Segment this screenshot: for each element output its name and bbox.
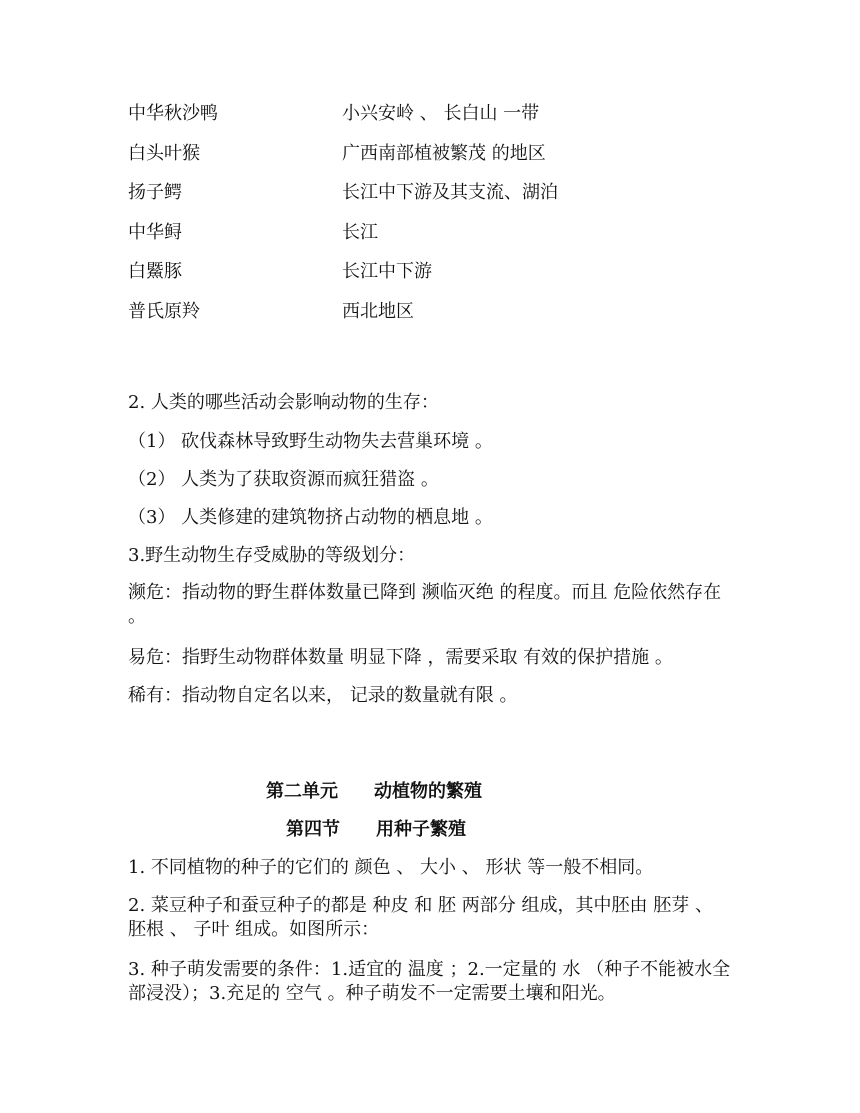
- seed-point: 1. 不同植物的种子的它们的 颜色 、 大小 、 形状 等一般不相同。: [128, 857, 654, 878]
- animal-region: 长江中下游及其支流、湖泊: [342, 182, 558, 203]
- animal-name: 扬子鳄: [128, 182, 182, 203]
- list-item: （3） 人类修建的建筑物挤占动物的栖息地 。: [128, 507, 493, 528]
- animal-name: 白鱀豚: [128, 261, 182, 282]
- animal-region: 小兴安岭 、 长白山 一带: [342, 103, 540, 124]
- list-item: （2） 人类为了获取资源而疯狂猎盗 。: [128, 469, 439, 490]
- seed-point: 3. 种子萌发需要的条件：1.适宜的 温度 ；2.一定量的 水 （种子不能被水全部浸没）；3.充足的 空气 。种子萌发不一定需要土壤和阳光。: [128, 959, 731, 1004]
- list-item: （1） 砍伐森林导致野生动物失去营巢环境 。: [128, 431, 493, 452]
- animal-region: 广西南部植被繁茂 的地区: [342, 143, 546, 164]
- animal-region: 长江: [342, 222, 378, 243]
- animal-name: 普氏原羚: [128, 301, 200, 322]
- animal-region: 西北地区: [342, 301, 414, 322]
- unit-heading: 第二单元 动植物的繁殖: [266, 781, 482, 802]
- definition-endangered: 濒危：指动物的野生群体数量已降到 濒临灭绝 的程度。而且 危险依然存在 。: [128, 582, 722, 627]
- definition-vulnerable: 易危：指野生动物群体数量 明显下降 ，需要采取 有效的保护措施 。: [128, 647, 673, 668]
- question-heading: 2. 人类的哪些活动会影响动物的生存：: [128, 392, 439, 413]
- section-heading: 第四节 用种子繁殖: [286, 819, 466, 840]
- definition-rare: 稀有：指动物自定名以来， 记录的数量就有限 。: [128, 685, 518, 706]
- section-title: 3.野生动物生存受威胁的等级划分：: [128, 545, 416, 566]
- seed-point: 2. 菜豆种子和蚕豆种子的都是 种皮 和 胚 两部分 组成，其中胚由 胚芽 、 胚根 、 子叶 组成。如图所示：: [128, 895, 713, 940]
- animal-region: 长江中下游: [342, 261, 432, 282]
- animal-name: 中华秋沙鸭: [128, 103, 218, 124]
- animal-name: 白头叶猴: [128, 143, 200, 164]
- animal-name: 中华鲟: [128, 222, 182, 243]
